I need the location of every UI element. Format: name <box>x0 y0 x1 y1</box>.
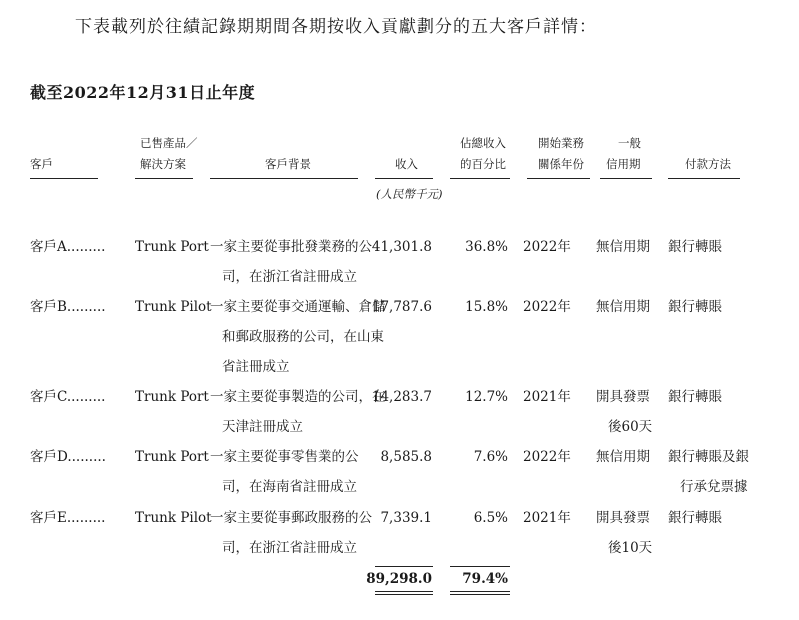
header-year-line1: 開始業務 <box>538 136 584 150</box>
row-payment: 銀行轉賬及銀 <box>668 449 749 465</box>
row-revenue: 7,339.1 <box>380 510 432 526</box>
total-pct: 79.4% <box>462 571 508 587</box>
row-background-line: 一家主要從事零售業的公 <box>210 449 359 465</box>
row-product: Trunk Port <box>135 449 209 465</box>
row-background-line: 和郵政服務的公司，在山東 <box>222 329 384 345</box>
row-credit: 後60天 <box>608 419 653 435</box>
row-customer: 客戶C......... <box>30 389 106 405</box>
header-underline <box>30 178 98 179</box>
row-year: 2022年 <box>523 239 571 255</box>
revenue-unit: (人民幣千元) <box>376 187 443 201</box>
header-underline <box>668 178 740 179</box>
total-revenue: 89,298.0 <box>366 571 432 587</box>
header-pct-line2: 的百分比 <box>460 157 506 171</box>
row-payment: 銀行轉賬 <box>668 389 722 405</box>
row-background-line: 省註冊成立 <box>222 359 290 375</box>
row-background-line: 司，在浙江省註冊成立 <box>222 269 357 285</box>
header-underline <box>375 178 433 179</box>
row-credit: 無信用期 <box>596 449 650 465</box>
row-payment: 銀行轉賬 <box>668 299 722 315</box>
row-background-line: 司，在浙江省註冊成立 <box>222 540 357 556</box>
row-background-line: 一家主要從事製造的公司，在 <box>210 389 386 405</box>
header-product-line1: 已售產品／ <box>140 136 198 150</box>
period-heading: 截至2022年12月31日止年度 <box>30 83 256 102</box>
header-underline <box>450 178 510 179</box>
header-credit-line2: 信用期 <box>606 157 641 171</box>
total-double-rule <box>375 594 433 595</box>
total-double-rule <box>450 594 510 595</box>
row-pct: 36.8% <box>465 239 508 255</box>
total-top-rule <box>450 566 510 567</box>
row-payment: 行承兌票據 <box>680 479 748 495</box>
header-product-line2: 解決方案 <box>140 157 186 171</box>
row-background-line: 司，在海南省註冊成立 <box>222 479 357 495</box>
row-pct: 12.7% <box>465 389 508 405</box>
header-underline <box>135 178 193 179</box>
header-underline <box>527 178 590 179</box>
row-credit: 無信用期 <box>596 239 650 255</box>
header-underline <box>210 178 358 179</box>
row-revenue: 17,787.6 <box>371 299 432 315</box>
total-top-rule <box>375 566 433 567</box>
row-credit: 開具發票 <box>596 510 650 526</box>
header-year-line2: 關係年份 <box>538 157 584 171</box>
header-background: 客戶背景 <box>265 157 311 171</box>
header-underline <box>600 178 652 179</box>
header-customer: 客戶 <box>30 157 53 171</box>
row-revenue: 8,585.8 <box>380 449 432 465</box>
row-year: 2022年 <box>523 449 571 465</box>
row-pct: 6.5% <box>473 510 508 526</box>
row-product: Trunk Pilot <box>135 510 212 526</box>
row-revenue: 41,301.8 <box>371 239 432 255</box>
row-background-line: 一家主要從事交通運輸、倉儲 <box>210 299 386 315</box>
row-product: Trunk Port <box>135 239 209 255</box>
header-pct-line1: 佔總收入 <box>460 136 506 150</box>
row-customer: 客戶D......... <box>30 449 106 465</box>
row-pct: 15.8% <box>465 299 508 315</box>
row-payment: 銀行轉賬 <box>668 239 722 255</box>
row-product: Trunk Pilot <box>135 299 212 315</box>
row-payment: 銀行轉賬 <box>668 510 722 526</box>
row-background-line: 一家主要從事批發業務的公 <box>210 239 372 255</box>
row-customer: 客戶E......... <box>30 510 106 526</box>
row-year: 2021年 <box>523 510 571 526</box>
row-customer: 客戶A......... <box>30 239 106 255</box>
header-revenue: 收入 <box>395 157 418 171</box>
row-background-line: 天津註冊成立 <box>222 419 303 435</box>
header-payment: 付款方法 <box>685 157 731 171</box>
row-revenue: 14,283.7 <box>371 389 432 405</box>
row-credit: 無信用期 <box>596 299 650 315</box>
total-double-rule <box>450 591 510 592</box>
row-year: 2021年 <box>523 389 571 405</box>
total-double-rule <box>375 591 433 592</box>
row-credit: 開具發票 <box>596 389 650 405</box>
header-credit-line1: 一般 <box>618 136 641 150</box>
row-customer: 客戶B......... <box>30 299 106 315</box>
row-pct: 7.6% <box>473 449 508 465</box>
row-year: 2022年 <box>523 299 571 315</box>
row-credit: 後10天 <box>608 540 653 556</box>
intro-text: 下表載列於往績記錄期期間各期按收入貢獻劃分的五大客戶詳情： <box>75 17 597 37</box>
row-background-line: 一家主要從事郵政服務的公 <box>210 510 372 526</box>
row-product: Trunk Port <box>135 389 209 405</box>
